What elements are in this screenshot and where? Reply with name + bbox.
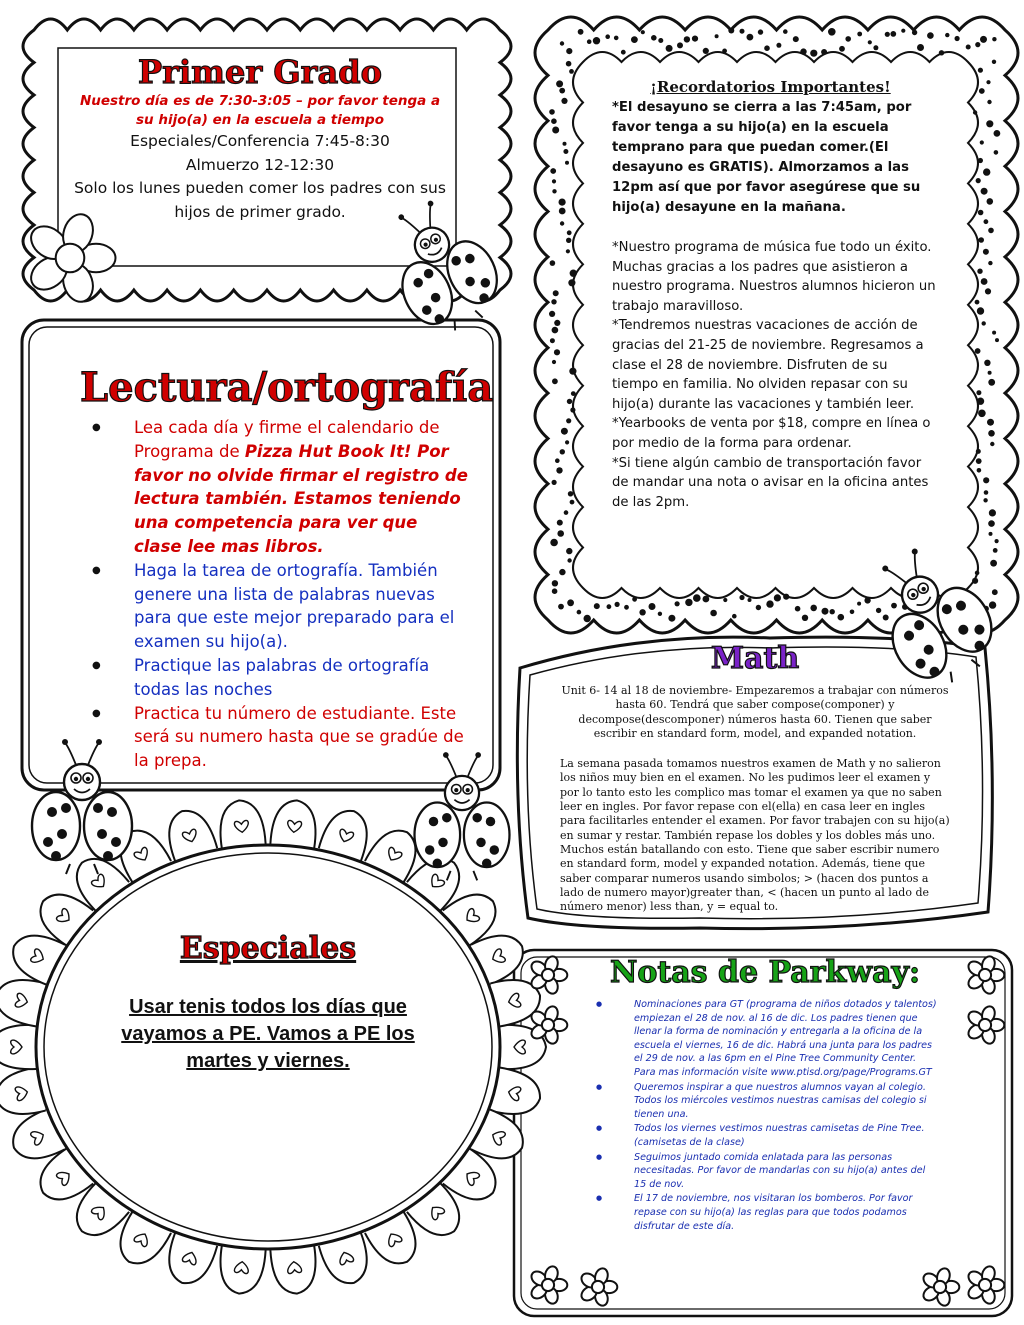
especiales-section xyxy=(108,931,428,1075)
transport-reminder: *Si tiene algún cambio de transportación favor de mandar una nota o avisar en la oficina antes de las 2pm. xyxy=(612,455,929,510)
math-unit-note: Unit 6- 14 al 18 de noviembre- Empezaremos a trabajar con números hasta 60. Tendrá que saber compose(componer) y decompose(descomponer) números hasta 60. Tienen que saber escribir en standard form, model, and expanded notation. xyxy=(561,684,949,740)
primer-grado-section xyxy=(70,50,450,250)
recordatorios-section xyxy=(612,78,937,512)
schedule-note: Nuestro día es de 7:30-3:05 – por favor tenga a su hijo(a) en la escuela a tiempo xyxy=(79,93,441,128)
list-item: ● Seguimos juntado comida enlatada para las personas necesitadas. Por favor de mandarlas con su hijo(a) antes del 15 de nov. xyxy=(590,1151,940,1192)
vacation-reminder: *Tendremos nuestras vacaciones de acción de gracias del 21-25 de noviembre. Regresamos a clase el 28 de noviembre. Disfruten de su tiempo en familia. No olviden repasar con su hijo(a) durante las vacaciones y también leer. xyxy=(612,318,924,412)
lectura-section xyxy=(80,364,494,773)
notas-title: Notas de Parkway: xyxy=(609,955,921,990)
lectura-list xyxy=(80,416,470,773)
list-item: ● Nominaciones para GT (programa de niños dotados y talentos) empiezan el 28 de nov. al 16 de dic. Los padres tienen que llenar la forma de nominación y entregarla a la oficina de la escuela el viernes, 16 de dic. Habrá una junta para los padres el 29 de nov. a las 6pm en el Pine Tree Community Center. Para mas información visite www.ptisd.org/page/Programs.GT xyxy=(590,998,940,1080)
list-item: ● Haga la tarea de ortografía. También genere una lista de palabras nuevas para que este mejor preparado para el examen su hijo(a). xyxy=(80,559,470,654)
notas-list xyxy=(590,998,940,1233)
math-title: Math xyxy=(710,641,800,676)
specials-time: Especiales/Conferencia 7:45-8:30 xyxy=(130,132,390,150)
list-item: ● Practica tu número de estudiante. Este será su numero hasta que se gradúe de la prepa. xyxy=(80,702,470,773)
primer-grado-title: Primer Grado xyxy=(138,53,382,91)
list-item: ● Queremos inspirar a que nuestros alumnos vayan al colegio. Todos los miércoles vestimos nuestras camisas del colegio si tienen una. xyxy=(590,1081,940,1122)
list-item: ● Lea cada día y firme el calendario de Programa de Pizza Hut Book It! Por favor no olvide firmar el registro de lectura también. Estamos teniendo una competencia para ver que clase lee mas libros. xyxy=(80,416,470,559)
recordatorios-title: ¡Recordatorios Importantes! xyxy=(650,78,891,96)
lectura-title: Lectura/ortografía xyxy=(80,364,494,411)
breakfast-reminder: *El desayuno se cierra a las 7:45am, por favor tenga a su hijo(a) en la escuela temprano para que puedan comer.(El desayuno es GRATIS). Almorzamos a las 12pm así que por favor asegúrese que su hijo(a) desayune en la mañana. xyxy=(612,100,921,215)
especiales-title: Especiales xyxy=(179,931,357,966)
math-exam-note: La semana pasada tomamos nuestros examen de Math y no salieron los niños muy bien en el examen. No les pudimos leer el examen y por lo tanto esto les complico mas tomar el examen ya que no saben leer en ingles. Por favor repase con el(ella) en casa leer en ingles para facilitarles entender el examen. Por favor trabajen con su hijo(a) en sumar y restar. También repase los dobles y los dobles más uno. Muchos están batallando con esto. Tiene que saber escribir numero en standard form, model y expanded notation. Además, tiene que saber comparar numeros usando simbolos; > (hacen dos puntos a lado de numero mayor)greater than, < (hacen un punto al lado de número menor) less than, y = equal to. xyxy=(560,757,950,914)
notas-section xyxy=(590,955,940,1234)
especiales-text: Usar tenis todos los días que vayamos a PE. Vamos a PE los martes y viernes. xyxy=(121,996,415,1072)
lunch-time: Almuerzo 12-12:30 xyxy=(185,155,335,174)
list-item: ● Practique las palabras de ortografía todas las noches xyxy=(80,654,470,702)
math-section xyxy=(560,641,950,914)
yearbook-reminder: *Yearbooks de venta por $18, compre en línea o por medio de la forma para ordenar. xyxy=(612,416,931,451)
list-item: ● El 17 de noviembre, nos visitaran los bomberos. Por favor repase con su hijo(a) las reglas para que todos podamos disfrutar de este día. xyxy=(590,1192,940,1233)
list-item: ● Todos los viernes vestimos nuestras camisetas de Pine Tree. (camisetas de la clase) xyxy=(590,1122,940,1149)
music-reminder: *Nuestro programa de música fue todo un éxito. Muchas gracias a los padres que asistieron a nuestro programa. Nuestros alumnos hicieron un trabajo maravilloso. xyxy=(612,240,936,314)
monday-lunch-note: Solo los lunes pueden comer los padres con sus hijos de primer grado. xyxy=(74,179,446,221)
